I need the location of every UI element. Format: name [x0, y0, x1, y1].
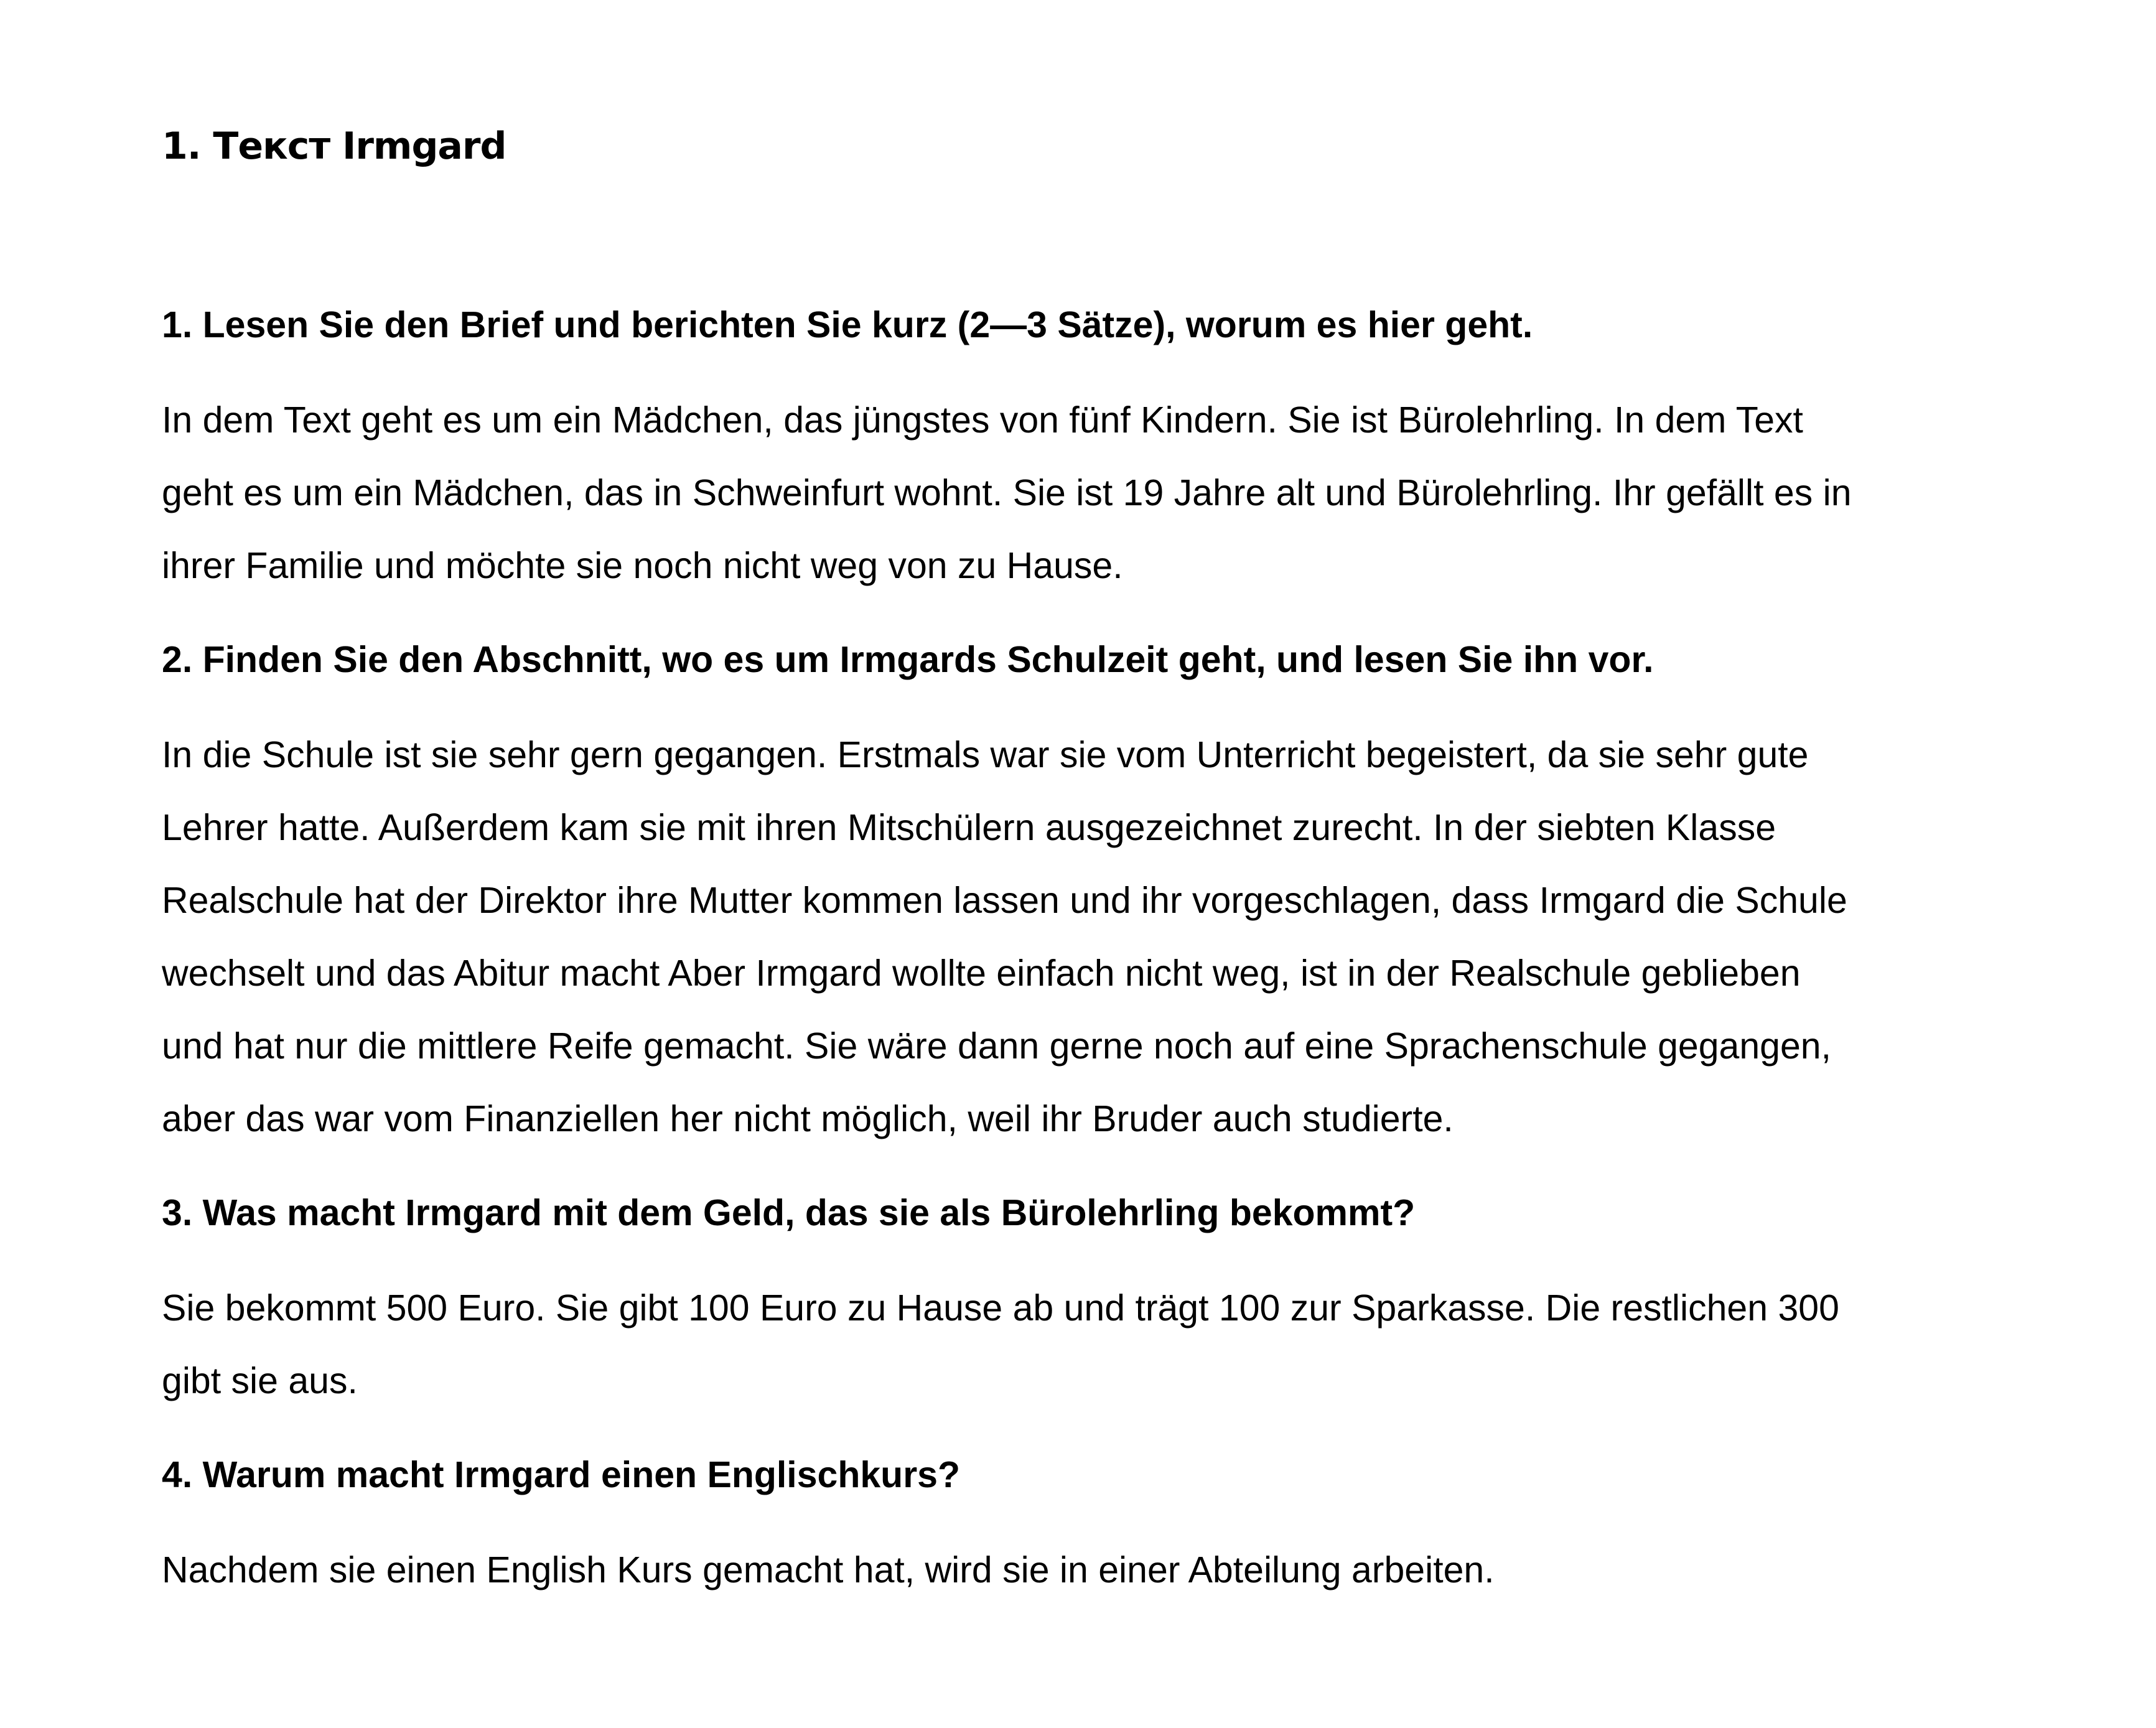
question-section-1 — [162, 300, 2091, 602]
answer-paragraph — [162, 1272, 2091, 1417]
question-heading: 1. Lesen Sie den Brief und berichten Sie kurz (2—3 Sätze), worum es hier geht. — [162, 304, 1533, 345]
answer-line: ihrer Familie und möchte sie noch nicht weg von zu Hause. — [162, 545, 1123, 586]
answer-line: wechselt und das Abitur macht Aber Irmgard wollte einfach nicht weg, ist in der Realschule geblieben — [162, 953, 1801, 994]
answer-line: Sie bekommt 500 Euro. Sie gibt 100 Euro zu Hause ab und trägt 100 zur Sparkasse. Die restlichen 300 — [162, 1287, 1839, 1329]
answer-paragraph — [162, 719, 2091, 1156]
document-title: 1. Текст Irmgard — [162, 124, 506, 168]
question-section-4 — [162, 1450, 2091, 1607]
question-heading: 3. Was macht Irmgard mit dem Geld, das sie als Bürolehrling bekommt? — [162, 1192, 1416, 1233]
document-body — [162, 300, 2091, 1639]
answer-line: geht es um ein Mädchen, das in Schweinfurt wohnt. Sie ist 19 Jahre alt und Bürolehrling. Ihr gefällt es in — [162, 472, 1852, 513]
answer-paragraph — [162, 384, 2091, 602]
question-heading: 2. Finden Sie den Abschnitt, wo es um Irmgards Schulzeit geht, und lesen Sie ihn vor. — [162, 639, 1654, 680]
answer-line: Lehrer hatte. Außerdem kam sie mit ihren Mitschülern ausgezeichnet zurecht. In der siebten Klasse — [162, 807, 1776, 848]
answer-line: In dem Text geht es um ein Mädchen, das jüngstes von fünf Kindern. Sie ist Bürolehrling. In dem Text — [162, 399, 1803, 441]
question-section-2 — [162, 635, 2091, 1156]
answer-line: Nachdem sie einen English Kurs gemacht hat, wird sie in einer Abteilung arbeiten. — [162, 1549, 1495, 1590]
answer-line: aber das war vom Finanziellen her nicht möglich, weil ihr Bruder auch studierte. — [162, 1098, 1454, 1139]
question-section-3 — [162, 1188, 2091, 1417]
answer-line: Realschule hat der Direktor ihre Mutter kommen lassen und ihr vorgeschlagen, dass Irmgard die Schule — [162, 880, 1847, 921]
answer-line: In die Schule ist sie sehr gern gegangen. Erstmals war sie vom Unterricht begeistert, da sie sehr gute — [162, 734, 1809, 775]
answer-line: gibt sie aus. — [162, 1360, 358, 1401]
answer-line: und hat nur die mittlere Reife gemacht. Sie wäre dann gerne noch auf eine Sprachenschule gegangen, — [162, 1025, 1832, 1067]
question-heading: 4. Warum macht Irmgard einen Englischkurs? — [162, 1454, 961, 1495]
answer-paragraph — [162, 1534, 2091, 1607]
